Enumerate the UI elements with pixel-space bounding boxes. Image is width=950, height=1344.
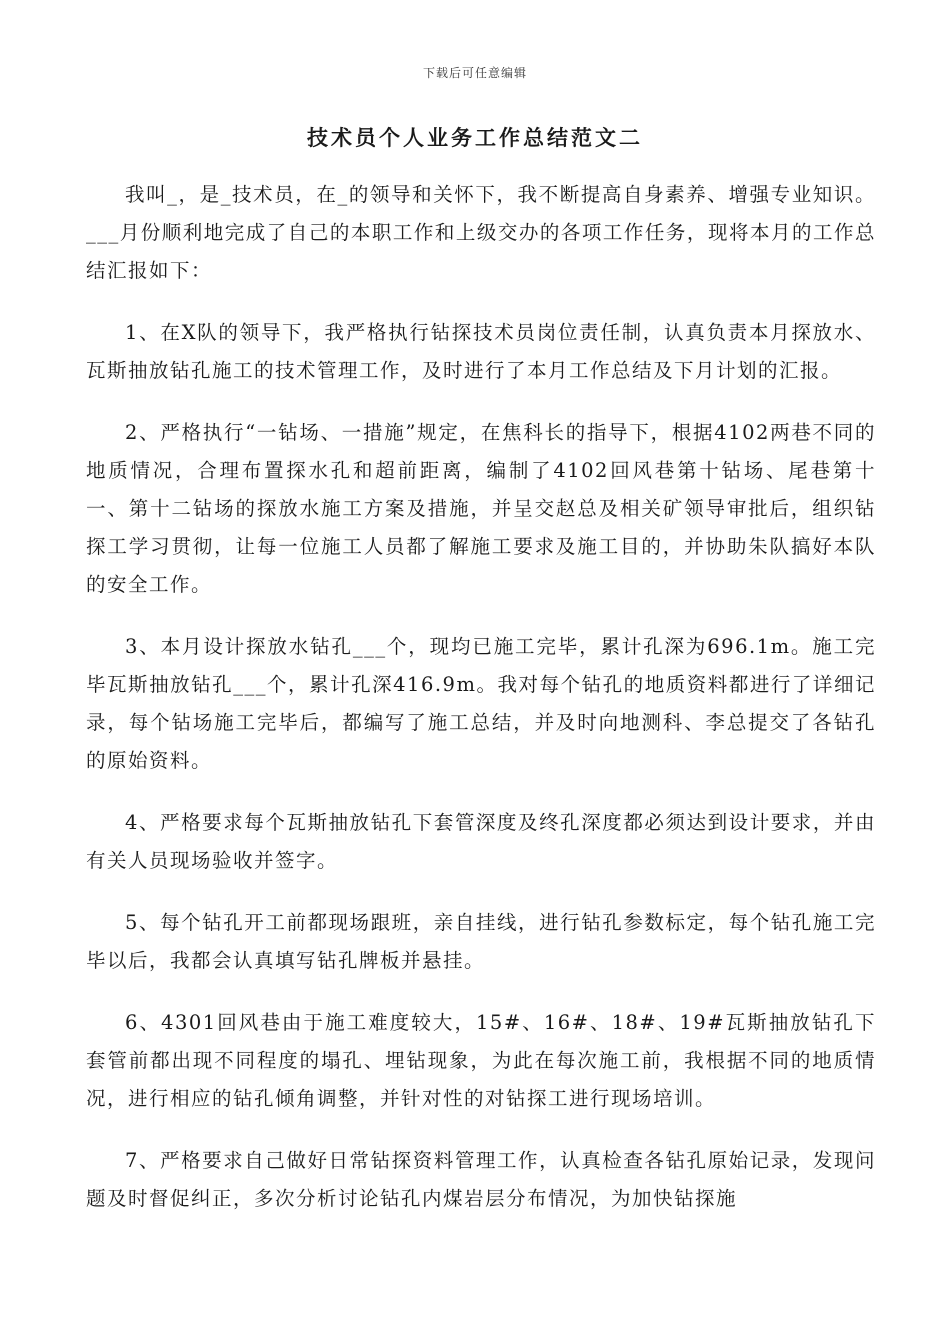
- paragraph-item-5: 5、每个钻孔开工前都现场跟班，亲自挂线，进行钻孔参数标定，每个钻孔施工完毕以后，我都会认真填写钻孔牌板并悬挂。: [86, 911, 876, 972]
- header-note: 下载后可任意编辑: [422, 66, 527, 80]
- paragraph-item-1: 1、在X队的领导下，我严格执行钻探技术员岗位责任制，认真负责本月探放水、瓦斯抽放钻孔施工的技术管理工作，及时进行了本月工作总结及下月计划的汇报。: [86, 321, 876, 382]
- paragraph-item-7: 7、严格要求自己做好日常钻探资料管理工作，认真检查各钻孔原始记录，发现问题及时督促纠正，多次分析讨论钻孔内煤岩层分布情况，为加快钻探施: [86, 1149, 876, 1210]
- document-body: [86, 176, 876, 1242]
- paragraph-item-2: 2、严格执行“一钻场、一措施”规定，在焦科长的指导下，根据4102两巷不同的地质情况，合理布置探水孔和超前距离，编制了4102回风巷第十钻场、尾巷第十一、第十二钻场的探放水施工方案及措施，并呈交赵总及相关矿领导审批后，组织钻探工学习贯彻，让每一位施工人员都了解施工要求及施工目的，并协助朱队搞好本队的安全工作。: [86, 421, 876, 596]
- paragraph-item-4: 4、严格要求每个瓦斯抽放钻孔下套管深度及终孔深度都必须达到设计要求，并由有关人员现场验收并签字。: [86, 811, 876, 872]
- paragraph-intro: 我叫_，是_技术员，在_的领导和关怀下，我不断提高自身素养、增强专业知识。___月份顺利地完成了自己的本职工作和上级交办的各项工作任务，现将本月的工作总结汇报如下：: [86, 183, 876, 282]
- page-title: 技术员个人业务工作总结范文二: [307, 125, 643, 150]
- paragraph-item-3: 3、本月设计探放水钻孔___个，现均已施工完毕，累计孔深为696.1m。施工完毕瓦斯抽放钻孔___个，累计孔深416.9m。我对每个钻孔的地质资料都进行了详细记录，每个钻场施工完毕后，都编写了施工总结，并及时向地测科、李总提交了各钻孔的原始资料。: [86, 635, 876, 772]
- paragraph-item-6: 6、4301回风巷由于施工难度较大，15#、16#、18#、19#瓦斯抽放钻孔下套管前都出现不同程度的塌孔、埋钻现象，为此在每次施工前，我根据不同的地质情况，进行相应的钻孔倾角调整，并针对性的对钻探工进行现场培训。: [86, 1011, 876, 1110]
